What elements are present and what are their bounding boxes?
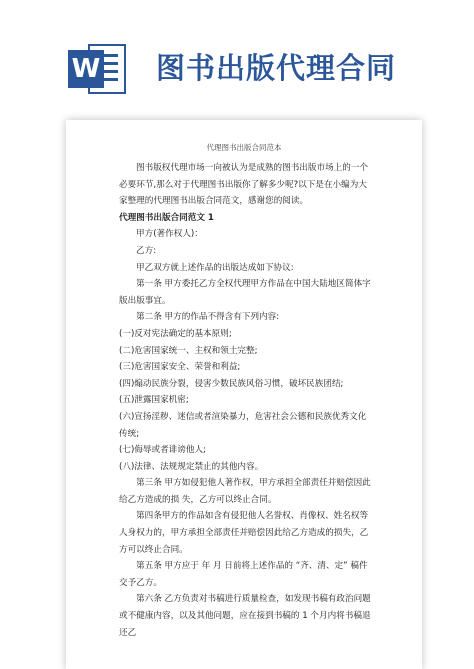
header-banner [0,0,474,120]
paragraph: 第一条 甲方委托乙方全权代理甲方作品在中国大陆地区简体字版出版事宜。 [119,279,371,306]
word-icon [68,38,128,100]
list-item: (六)宣扬淫秽、迷信或者渲染暴力，危害社会公德和民族优秀文化传统; [119,411,367,439]
list-item: (八)法律、法规规定禁止的其他内容。 [119,461,264,472]
paragraph: 第三条 甲方如侵犯他人著作权，甲方承担全部责任并赔偿因此给乙方造成的损 失，乙方可以终止合同。 [119,478,371,505]
list-item: (四)煽动民族分裂，侵害少数民族风俗习惯，破坏民族团结; [119,378,344,389]
list-item: (二)危害国家统一、主权和领土完整; [119,345,258,356]
document-body [119,160,373,641]
paragraph: 第四条甲方的作品如含有侵犯他人名誉权、肖像权、姓名权等人身权力的，甲方承担全部责任并赔偿因此给乙方造成的损失，乙方可以终止合同。 [119,511,369,555]
document-page [66,120,422,669]
word-icon-letter: W [68,50,104,88]
paragraph: 甲方(著作权人)： [136,229,203,240]
list-item: (七)侮辱或者诽谤他人; [119,445,206,456]
document-heading: 代理图书出版合同范本 [206,143,282,152]
intro-paragraph: 图书版权代理市场一向被认为是成熟的图书出版市场上的一个必要环节,那么对于代理图书出版你了解多少呢?以下是在小编为大家整理的代理图书出版合同范文，感谢您的阅读。 [119,163,369,207]
page-title: 图书出版代理合同 [156,51,397,85]
list-item: (一)反对宪法确定的基本原则; [119,328,232,339]
paragraph: 乙方: [136,245,157,256]
paragraph: 第五条 甲方应于 年 月 日前将上述作品的 “齐、清、定” 稿件交予乙方。 [119,561,368,588]
list-item: (三)危害国家安全、荣誉和利益; [119,362,241,373]
paragraph: 甲乙双方就上述作品的出版达成如下协议: [136,262,294,273]
section-title: 代理图书出版合同范文 1 [119,212,214,223]
paragraph: 第六条 乙方负责对书稿进行质量检查，如发现书稿有政治问题或不健康内容，以及其他问题，应在接到书稿的 1 个月内将书稿退还乙 [119,594,371,638]
paragraph: 第二条 甲方的作品不得含有下列内容: [136,312,280,323]
list-item: (五)泄露国家机密; [119,395,189,406]
